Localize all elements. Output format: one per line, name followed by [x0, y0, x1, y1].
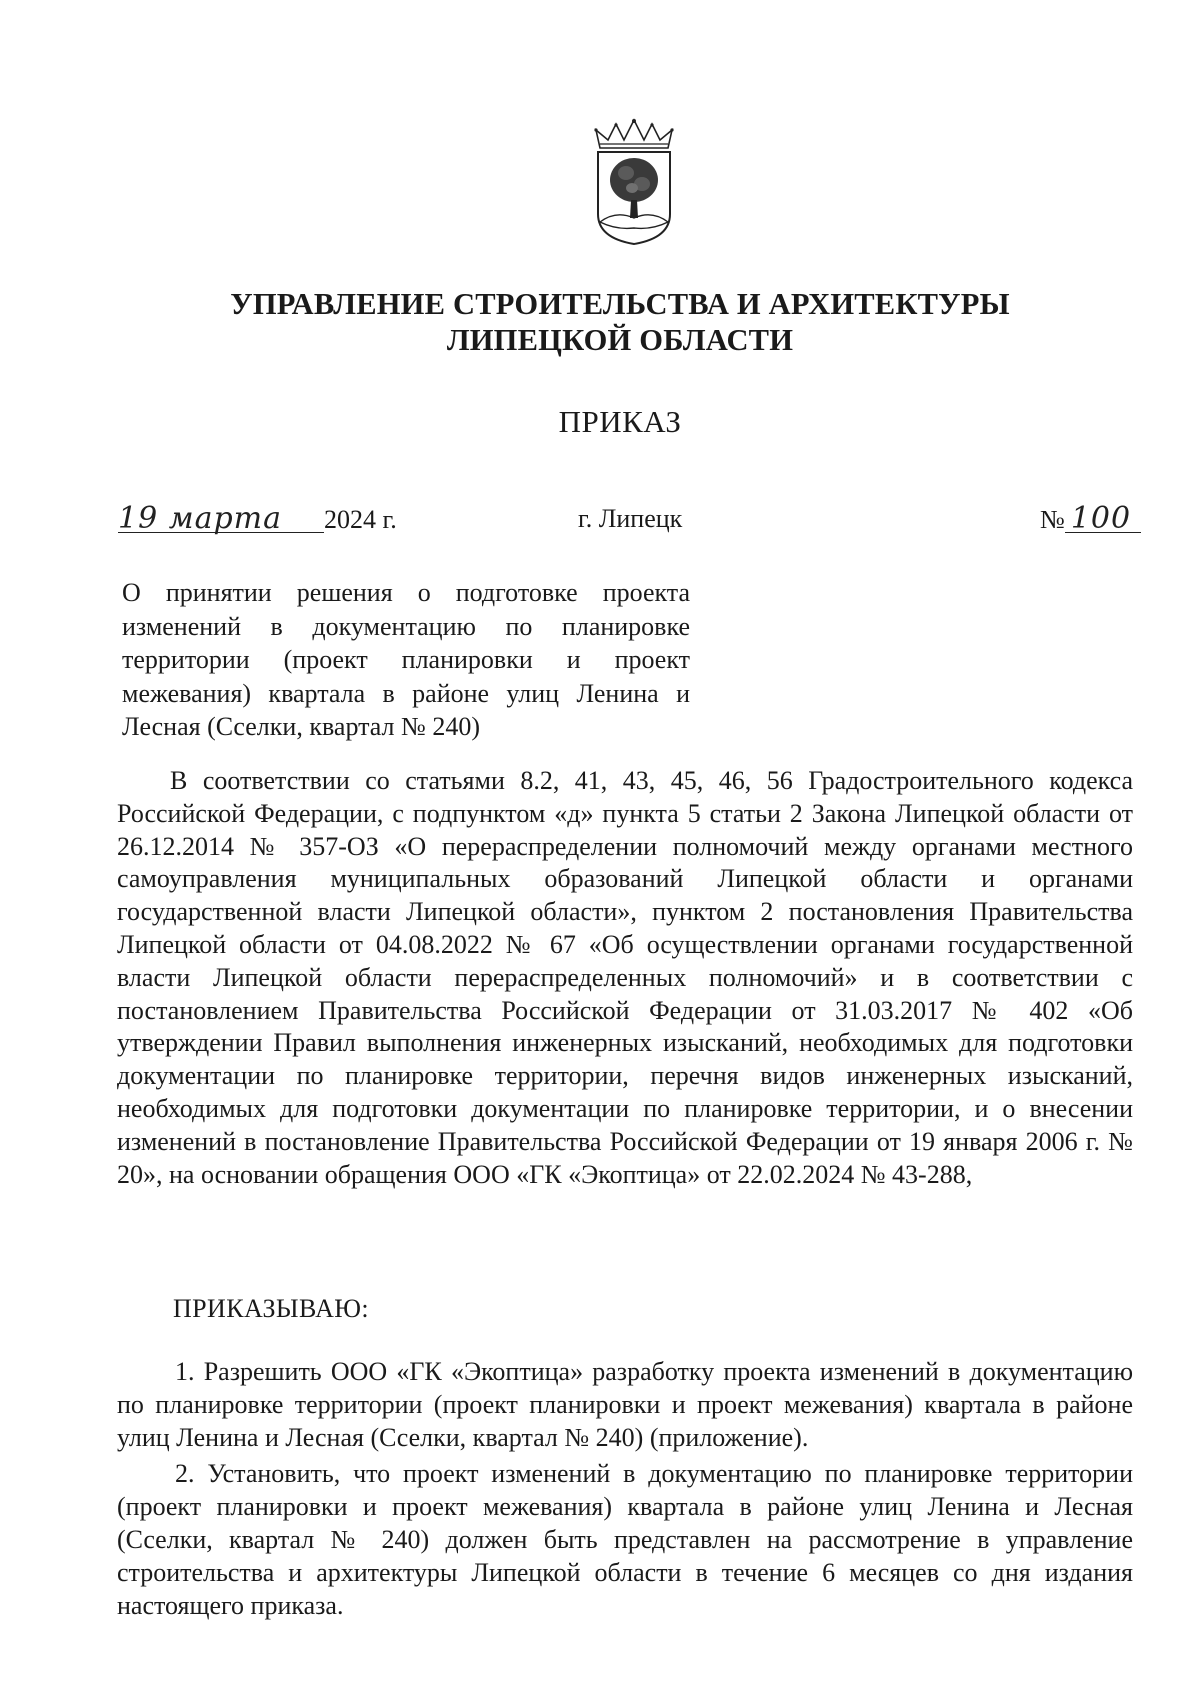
document-type: ПРИКАЗ: [558, 404, 682, 439]
order-number: [1040, 503, 1141, 536]
order-date: [118, 503, 397, 536]
organization-title: [0, 286, 1200, 358]
order-word: ПРИКАЗЫВАЮ:: [173, 1294, 370, 1323]
order-items: [117, 1356, 1133, 1626]
order-subject: [122, 576, 690, 744]
handwritten-date: 19 марта: [118, 503, 324, 535]
order-city: г. Липецк: [578, 504, 683, 533]
order-item-1: 1. Разрешить ООО «ГК «Экоптица» разработку проекта изменений в документацию по планировке территории (проект планировки и проект межевания) квартала в районе улиц Ленина и Лесная (Сселки, квартал № 240) (приложение).: [117, 1357, 1133, 1452]
org-title-line-1: УПРАВЛЕНИЕ СТРОИТЕЛЬСТВА И АРХИТЕКТУРЫ: [230, 287, 1010, 321]
preamble: [117, 765, 1133, 1191]
order-item-2: 2. Установить, что проект изменений в документацию по планировке территории (проект планировки и проект межевания) квартала в районе улиц Ленина и Лесная (Сселки, квартал № 240) должен быть представлен на рассмотрение в управление строительства и архитектуры Липецкой области в течение 6 месяцев со дня издания настоящего приказа.: [117, 1459, 1133, 1620]
order-year: 2024 г.: [324, 505, 397, 534]
preamble-text: В соответствии со статьями 8.2, 41, 43, 45, 46, 56 Градостроительного кодекса Российской Федерации, с подпунктом «д» пункта 5 статьи 2 Закона Липецкой области от 26.12.2014 № 357-ОЗ «О перераспределении полномочий между органами местного самоуправления муниципальных образований Липецкой области и органами государственной власти Липецкой области», пунктом 2 постановления Правительства Липецкой области от 04.08.2022 № 67 «Об осуществлении органами государственной власти Липецкой области перераспределенных полномочий» и в соответствии с постановлением Правительства Российской Федерации от 31.03.2017 № 402 «Об утверждении Правил выполнения инженерных изысканий, необходимых для подготовки документации по планировке территории, перечня видов инженерных изысканий, необходимых для подготовки документации по планировке территории, и о внесении изменений в постановление Правительства Российской Федерации от 19 января 2006 г. № 20», на основании обращения ООО «ГК «Экоптица» от 22.02.2024 № 43-288,: [117, 766, 1133, 1189]
lipetsk-coat-of-arms-icon: [586, 118, 682, 246]
handwritten-number: 100: [1065, 503, 1141, 535]
subject-text: О принятии решения о подготовке проекта изменений в документацию по планировке территории (проект планировки и проект межевания) квартала в районе улиц Ленина и Лесная (Сселки, квартал № 240): [122, 578, 690, 741]
org-title-line-2: ЛИПЕЦКОЙ ОБЛАСТИ: [446, 323, 794, 357]
number-prefix: №: [1040, 505, 1065, 534]
